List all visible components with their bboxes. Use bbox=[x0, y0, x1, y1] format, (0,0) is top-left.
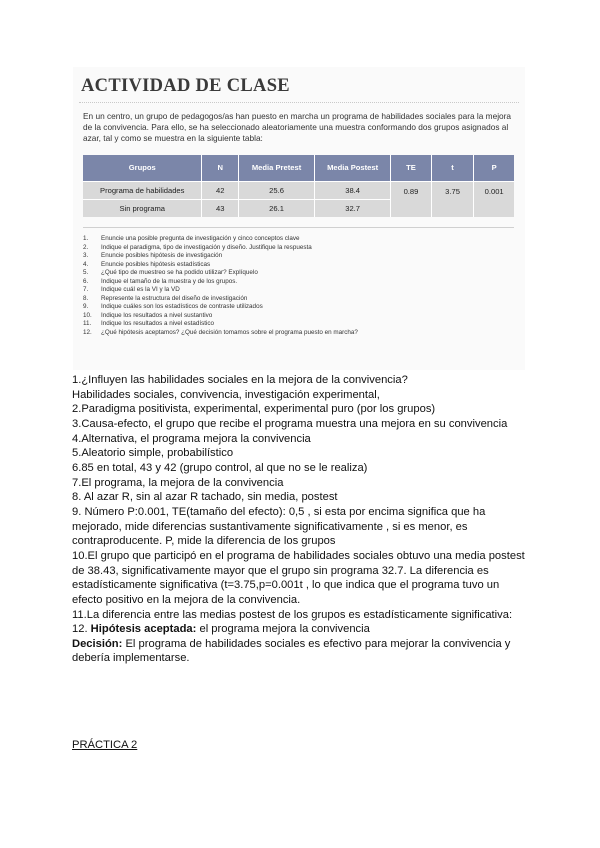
header-p: P bbox=[474, 155, 514, 182]
list-item: 6. Indique el tamaño de la muestra y de los grupos. bbox=[83, 277, 238, 285]
list-item: 12. ¿Qué hipótesis aceptamos? ¿Qué decisión tomamos sobre el programa puesto en marcha? bbox=[83, 329, 358, 337]
cell-p: 0.001 bbox=[474, 182, 514, 218]
answers-section bbox=[72, 373, 532, 666]
activity-slide-image bbox=[73, 67, 525, 370]
questions-divider bbox=[83, 227, 514, 228]
list-item: 11. Indique los resultados a nivel estadístico bbox=[83, 320, 215, 328]
cell-n: 43 bbox=[202, 200, 239, 218]
list-item: 7. Indique cuál es la VI y la VD bbox=[83, 286, 180, 294]
hypothesis-line: 12. Hipótesis aceptada: el programa mejora la convivencia bbox=[72, 623, 370, 636]
list-item: 9. Indique cuáles son los estadísticos de contraste utilizados bbox=[83, 303, 263, 311]
cell-n: 42 bbox=[202, 182, 239, 200]
cell-grupo: Sin programa bbox=[83, 200, 202, 218]
header-media-postest: Media Postest bbox=[315, 155, 391, 182]
answer-line: 2.Paradigma positivista, experimental, experimental puro (por los grupos) bbox=[72, 403, 436, 416]
section-heading-practica: PRÁCTICA 2 bbox=[72, 739, 138, 751]
cell-t: 3.75 bbox=[431, 182, 474, 218]
header-n: N bbox=[202, 155, 239, 182]
answer-line: 7.El programa, la mejora de la convivencia bbox=[72, 476, 284, 489]
header-grupos: Grupos bbox=[83, 155, 202, 182]
cell-grupo: Programa de habilidades bbox=[83, 182, 202, 200]
list-item: 3. Enuncie posibles hipótesis de investigación bbox=[83, 252, 223, 260]
answer-line: 8. Al azar R, sin al azar R tachado, sin media, postest bbox=[72, 491, 338, 504]
list-item: 10. Indique los resultados a nivel sustantivo bbox=[83, 311, 213, 319]
cell-pretest: 25.6 bbox=[239, 182, 315, 200]
decision-label: Decisión: bbox=[72, 637, 123, 650]
answer-line: 5.Aleatorio simple, probabilístico bbox=[72, 447, 234, 460]
header-media-pretest: Media Pretest bbox=[239, 155, 315, 182]
answer-line: 4.Alternativa, el programa mejora la convivencia bbox=[72, 432, 311, 445]
answer-line: 1.¿Influyen las habilidades sociales en la mejora de la convivencia? bbox=[72, 374, 408, 386]
answer-line: 11.La diferencia entre las medias postest de los grupos es estadísticamente significativa: bbox=[72, 608, 513, 621]
list-item: 1. Enuncie una posible pregunta de investigación y cinco conceptos clave bbox=[83, 235, 300, 242]
question-list bbox=[83, 235, 513, 338]
list-item: 5. ¿Qué tipo de muestreo se ha podido utilizar? Explíquelo bbox=[83, 269, 258, 277]
slide-title: ACTIVIDAD DE CLASE bbox=[81, 76, 290, 96]
table-header-row bbox=[83, 155, 514, 182]
cell-pretest: 26.1 bbox=[239, 200, 315, 218]
list-item: 2. Indique el paradigma, tipo de investigación y diseño. Justifique la respuesta bbox=[83, 243, 312, 251]
answer-line: 3.Causa-efecto, el grupo que recibe el programa muestra una mejora en su convivencia bbox=[72, 417, 508, 430]
header-t: t bbox=[431, 155, 474, 182]
results-table bbox=[83, 155, 514, 217]
title-divider bbox=[79, 102, 519, 103]
list-item: 8. Represente la estructura del diseño de investigación bbox=[83, 294, 248, 302]
cell-postest: 38.4 bbox=[315, 182, 391, 200]
cell-te: 0.89 bbox=[391, 182, 432, 218]
decision-line: Decisión: El programa de habilidades sociales es efectivo para mejorar la convivencia y debería implementarse. bbox=[72, 637, 511, 665]
table-row bbox=[83, 182, 514, 200]
hypothesis-label: Hipótesis aceptada: bbox=[90, 623, 197, 636]
cell-postest: 32.7 bbox=[315, 200, 391, 218]
answer-line: 9. Número P:0.001, TE(tamaño del efecto): 0,5 , si esta por encima significa que ha mejorado, mide diferencias sustantivamente significativamente , si es menor, es contraproducente. P, mide la diferencia de los grupos bbox=[72, 505, 486, 548]
slide-intro-text: En un centro, un grupo de pedagogos/as han puesto en marcha un programa de habilidades sociales para la mejora de la convivencia. Para ello, se ha seleccionado aleatoriamente una muestra conformando dos grupos asignados al azar, tal y como se muestra en la siguiente tabla: bbox=[83, 111, 512, 144]
answer-line: Habilidades sociales, convivencia, investigación experimental, bbox=[72, 388, 380, 401]
header-te: TE bbox=[391, 155, 432, 182]
answer-line: 10.El grupo que participó en el programa de habilidades sociales obtuvo una media postest de 38.43, significativamente mayor que el grupo sin programa 32.7. La diferencia es estadísticamente significativa (t=3.75,p=0.001t , lo que indica que el programa tuvo un efecto positivo en la mejora de la convivencia. bbox=[72, 549, 525, 606]
list-item: 4. Enuncie posibles hipótesis estadísticas bbox=[83, 260, 211, 268]
answer-line: 6.85 en total, 43 y 42 (grupo control, al que no se le realiza) bbox=[72, 461, 368, 474]
